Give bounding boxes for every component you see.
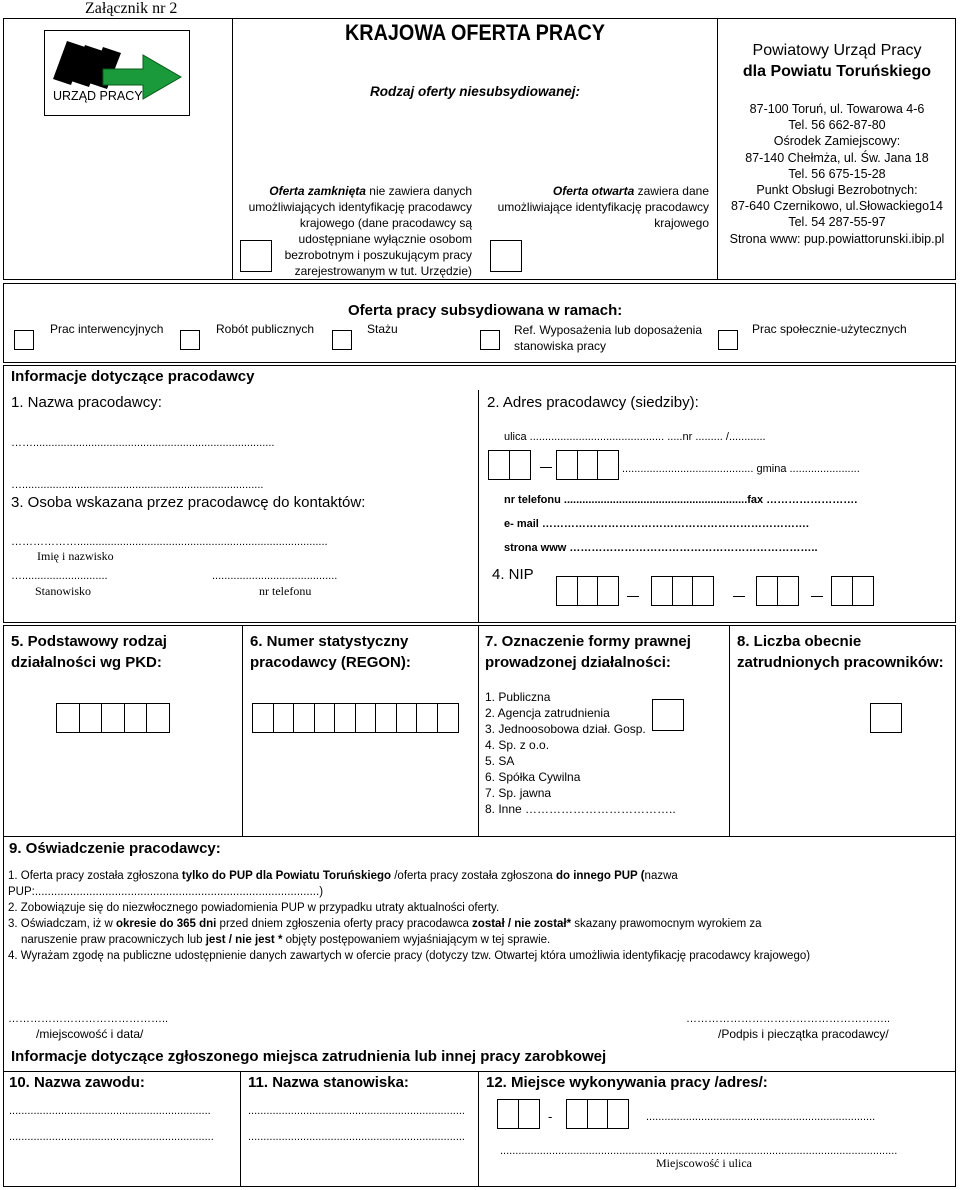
nip-cells-3[interactable] xyxy=(756,576,797,606)
occupation-dots-1[interactable]: .................................................................. xyxy=(9,1105,211,1117)
place-date-caption: /miejscowość i data/ xyxy=(36,1027,144,1041)
checkbox-wyposazenia[interactable] xyxy=(480,330,500,350)
open-offer-checkbox[interactable] xyxy=(490,240,522,272)
postal-code-second-cells[interactable] xyxy=(556,450,618,480)
work-location-dots-1[interactable]: ........................................................................... xyxy=(646,1111,876,1123)
declaration-text: 1. Oferta pracy została zgłoszona tylko do PUP dla Powiatu Toruńskiego /oferta pracy została zgłoszona do innego PUP (nazwa PUP:.........................................................................................) 2. Zobowiązuje się do niezwłocznego powiadomienia PUP w przypadku utraty aktualności oferty. 3. Oświadczam, iż w okresie do 365 dni przed dniem zgłoszenia oferty pracy pracodawca został / nie został* skazany prawomocnym wyrokiem za naruszenie praw pracowniczych lub jest / nie jest * objęty postępowaniem wyjaśniającym w tej sprawie. 4. Wyrażam zgodę na publiczne udostępnienie danych zawartych w ofercie pracy (dotyczy tzw. Otwartej która umożliwia identyfikację pracodawcy krajowego) xyxy=(8,870,811,962)
checkbox-stazu[interactable] xyxy=(332,330,352,350)
option-prac-interwencyjnych: Prac interwencyjnych xyxy=(50,322,164,336)
position-label: 11. Nazwa stanowiska: xyxy=(248,1074,409,1091)
contact-position-dots[interactable]: …............................ xyxy=(11,570,108,582)
employer-address-label: 2. Adres pracodawcy (siedziby): xyxy=(487,394,699,411)
contact-position-caption: Stanowisko xyxy=(35,584,92,598)
employee-count-input-box[interactable] xyxy=(870,703,902,733)
legal-form-options: 1. Publiczna 2. Agencja zatrudnienia 3. Jednoosobowa dział. Gosp. 4. Sp. z o.o. 5. SA 6. Spółka Cywilna 7. Sp. jawna 8. Inne ……………………………….. xyxy=(485,690,676,816)
option-robot-publicznych: Robót publicznych xyxy=(216,322,315,336)
contact-phone-dots[interactable]: ......................................... xyxy=(212,570,338,582)
closed-offer-text: Oferta zamknięta nie zawiera danych umożliwiających identyfikację pracodawcy krajowego (dane pracodawcy są udostępniane wyłącznie osobom bezrobotnym i poszukującym pracy zarejestrowanym w tut. Urzędzie) xyxy=(248,184,472,278)
checkbox-prac-spolecznie[interactable] xyxy=(718,330,738,350)
nip-label: 4. NIP xyxy=(492,566,534,583)
work-postal-second-cells[interactable] xyxy=(566,1099,628,1129)
work-location-label: 12. Miejsce wykonywania pracy /adres/: xyxy=(486,1074,768,1091)
option-wyposazenia: Ref. Wyposażenia lub doposażenia stanowiska pracy xyxy=(514,323,703,353)
work-location-caption: Miejscowość i ulica xyxy=(656,1156,752,1170)
occupation-dots-2[interactable]: ................................................................... xyxy=(9,1131,214,1143)
office-name: Powiatowy Urząd Pracy dla Powiatu Toruńskiego xyxy=(742,42,932,80)
address-www-line[interactable]: strona www ………………………………………………………….. xyxy=(504,542,818,554)
page-title: KRAJOWA OFERTA PRACY xyxy=(345,20,605,45)
subsidized-heading: Oferta pracy subsydiowana w ramach: xyxy=(348,302,623,319)
employer-name-label: 1. Nazwa pracodawcy: xyxy=(11,394,162,411)
contact-person-label: 3. Osoba wskazana przez pracodawcę do kontaktów: xyxy=(11,494,366,511)
address-email-line[interactable]: e- mail ………………………………………………………………. xyxy=(504,518,809,530)
address-gmina-line[interactable]: ........................................... gmina ....................... xyxy=(622,463,860,475)
postal-dash: - xyxy=(548,1109,553,1124)
nip-cells-2[interactable] xyxy=(651,576,713,606)
signature-caption: /Podpis i pieczątka pracodawcy/ xyxy=(718,1027,889,1041)
employer-name-dots-2[interactable]: …............................................................................... xyxy=(11,479,264,491)
pkd-label: 5. Podstawowy rodzaj działalności wg PKD: xyxy=(11,633,167,671)
address-phone-fax-line[interactable]: nr telefonu ............................................................fax ……………………. xyxy=(504,494,858,506)
urzad-pracy-logo xyxy=(44,30,190,116)
nip-cells-1[interactable] xyxy=(556,576,618,606)
work-location-dots-2[interactable]: .................................................................................................................................. xyxy=(500,1145,898,1157)
regon-cells[interactable] xyxy=(252,703,457,733)
closed-offer-checkbox[interactable] xyxy=(240,240,272,272)
logo-text: URZĄD PRACY xyxy=(53,89,143,103)
workplace-heading: Informacje dotyczące zgłoszonego miejsca zatrudnienia lub innej pracy zarobkowej xyxy=(11,1048,607,1065)
declaration-label: 9. Oświadczenie pracodawcy: xyxy=(9,840,221,857)
address-street-line[interactable]: ulica ............................................ .....nr ......... /............ xyxy=(504,431,766,443)
legal-form-input-box[interactable] xyxy=(652,699,684,731)
employer-name-dots-1[interactable]: ……............................................................................... xyxy=(11,437,275,449)
postal-code-first-cells[interactable] xyxy=(488,450,529,480)
occupation-label: 10. Nazwa zawodu: xyxy=(9,1074,145,1091)
legal-form-label: 7. Oznaczenie formy prawnej prowadzonej działalności: xyxy=(485,633,691,671)
work-postal-first-cells[interactable] xyxy=(497,1099,538,1129)
position-dots-2[interactable]: ....................................................................... xyxy=(248,1131,465,1143)
contact-phone-caption: nr telefonu xyxy=(259,584,312,598)
checkbox-prac-interwencyjnych[interactable] xyxy=(14,330,34,350)
contact-name-dots[interactable]: ……………….................................................................................. xyxy=(11,536,328,548)
position-dots-1[interactable]: ....................................................................... xyxy=(248,1105,465,1117)
office-address: 87-100 Toruń, ul. Towarowa 4-6 Tel. 56 662-87-80 Ośrodek Zamiejscowy: 87-140 Chełmża, ul. Św. Jana 18 Tel. 56 675-15-28 Punkt Obsługi Bezrobotnych: 87-640 Czernikowo, ul.Słowackiego14 Tel. 54 287-55-97 Strona www: pup.powiattorunski.ibip.pl xyxy=(729,102,945,246)
option-prac-spolecznie: Prac społecznie-użytecznych xyxy=(752,322,907,336)
checkbox-robot-publicznych[interactable] xyxy=(180,330,200,350)
signature-dots[interactable]: ……………………………………………….. xyxy=(686,1013,891,1025)
attachment-label: Załącznik nr 2 xyxy=(85,0,178,17)
contact-name-caption: Imię i nazwisko xyxy=(37,549,114,563)
employee-count-label: 8. Liczba obecnie zatrudnionych pracowników: xyxy=(737,633,944,671)
pkd-cells[interactable] xyxy=(56,703,169,733)
option-stazu: Stażu xyxy=(367,322,398,336)
nip-cells-4[interactable] xyxy=(831,576,872,606)
nonsubsidized-heading: Rodzaj oferty niesubsydiowanej: xyxy=(369,84,581,99)
open-offer-text: Oferta otwarta zawiera dane umożliwiające identyfikację pracodawcy krajowego xyxy=(497,184,709,230)
place-date-dots[interactable]: …………………………………….. xyxy=(8,1013,169,1025)
regon-label: 6. Numer statystyczny pracodawcy (REGON): xyxy=(250,633,411,671)
employer-info-heading: Informacje dotyczące pracodawcy xyxy=(11,368,255,385)
